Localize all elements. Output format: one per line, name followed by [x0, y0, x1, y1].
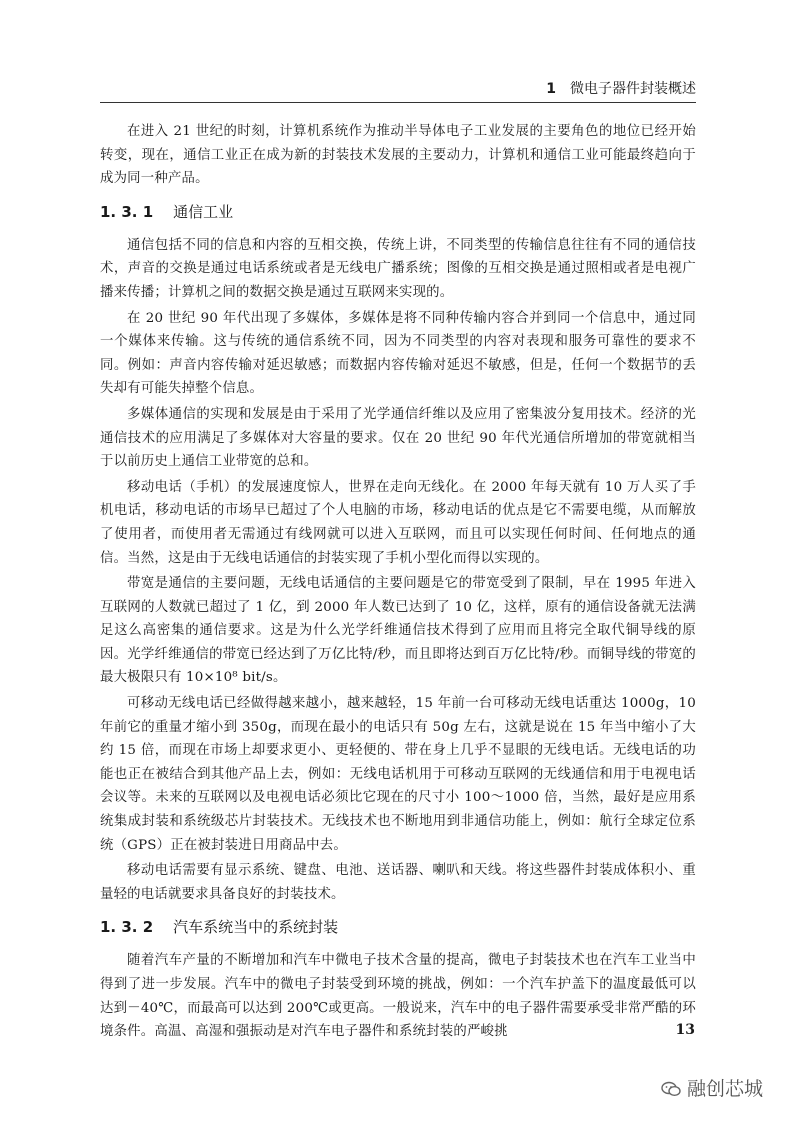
section-heading	[100, 915, 696, 939]
paragraph: 移动电话（手机）的发展速度惊人，世界在走向无线化。在 2000 年每天就有 10 万人买了手机电话，移动电话的市场早已超过了个人电脑的市场，移动电话的优点是它不需要电缆，从而解放了使用者，而使用者无需通过有线网就可以进入互联网，而且可以实现任何时间、任何地点的通信。当然，这是由于无线电话通信的封装实现了手机小型化而得以实现的。	[100, 479, 696, 566]
paragraph: 移动电话需要有显示系统、键盘、电池、送话器、喇叭和天线。将这些器件封装成体积小、重量轻的电话就要求具备良好的封装技术。	[100, 863, 696, 902]
running-header	[100, 78, 696, 103]
chapter-title: 微电子器件封装概述	[570, 81, 696, 97]
section-title: 通信工业	[173, 202, 234, 221]
chapter-number: 1	[546, 81, 556, 97]
wechat-icon	[661, 1080, 681, 1096]
watermark-text: 融创芯城	[686, 1078, 763, 1100]
section-title: 汽车系统当中的系统封装	[173, 918, 339, 937]
section-number: 1. 3. 1	[100, 202, 154, 221]
page-body	[100, 120, 696, 1046]
section-heading	[100, 200, 696, 224]
watermark	[661, 1074, 763, 1101]
paragraph: 多媒体通信的实现和发展是由于采用了光学通信纤维以及应用了密集波分复用技术。经济的光通信技术的应用满足了多媒体对大容量的要求。仅在 20 世纪 90 年代光通信所增加的带宽就相当于以前历史上通信工业带宽的总和。	[100, 406, 696, 470]
paragraph: 带宽是通信的主要问题，无线电话通信的主要问题是它的带宽受到了限制，早在 1995 年进入互联网的人数就已超过了 1 亿，到 2000 年人数已达到了 10 亿，这样，原有的通信设备就无法满足这么高密集的通信要求。这是为什么光学纤维通信技术得到了应用而且将完全取代铜导线的原因。光学纤维通信的带宽已经达到了万亿比特/秒，而且即将达到百万亿比特/秒。而铜导线的带宽的最大极限只有 10×10⁸ bit/s。	[100, 576, 696, 686]
section-number: 1. 3. 2	[100, 918, 154, 937]
paragraph: 通信包括不同的信息和内容的互相交换，传统上讲，不同类型的传输信息往往有不同的通信技术，声音的交换是通过电话系统或者是无线电广播系统；图像的互相交换是通过照相或者是电视广播来传播；计算机之间的数据交换是通过互联网来实现的。	[100, 237, 696, 300]
paragraph: 在进入 21 世纪的时刻，计算机系统作为推动半导体电子工业发展的主要角色的地位已经开始转变，现在，通信工业正在成为新的封装技术发展的主要动力，计算机和通信工业可能最终趋向于成为同一种产品。	[100, 124, 696, 187]
paragraph: 在 20 世纪 90 年代出现了多媒体，多媒体是将不同种传输内容合并到同一个信息中，通过同一个媒体来传输。这与传统的通信系统不同，因为不同类型的内容对表现和服务可靠性的要求不同。例如：声音内容传输对延迟敏感；而数据内容传输对延迟不敏感，但是，任何一个数据节的丢失却有可能失掉整个信息。	[100, 310, 696, 397]
paragraph: 随着汽车产量的不断增加和汽车中微电子技术含量的提高，微电子封装技术也在汽车工业当中得到了进一步发展。汽车中的微电子封装受到环境的挑战，例如：一个汽车护盖下的温度最低可以达到－40℃，而最高可以达到 200℃或更高。一般说来，汽车中的电子器件需要承受非常严酷的环境条件。高温、高湿和强振动是对汽车电子器件和系统封装的严峻挑	[100, 953, 696, 1040]
paragraph: 可移动无线电话已经做得越来越小，越来越轻，15 年前一台可移动无线电话重达 1000g，10 年前它的重量才缩小到 350g，而现在最小的电话只有 50g 左右，这就是说在 15 年当中缩小了大约 15 倍，而现在市场上却要求更小、更轻便的、带在身上几乎不显眼的无线电话。无线电话的功能也正在被结合到其他产品上去，例如：无线电话机用于可移动互联网的无线通信和用于电视电话会议等。未来的互联网以及电视电话必须比它现在的尺寸小 100～1000 倍，当然，最好是应用系统集成封装和系统级芯片封装技术。无线技术也不断地用到非通信功能上，例如：航行全球定位系统（GPS）正在被封装进日用商品中去。	[100, 696, 696, 853]
page-number: 13	[675, 1022, 695, 1038]
